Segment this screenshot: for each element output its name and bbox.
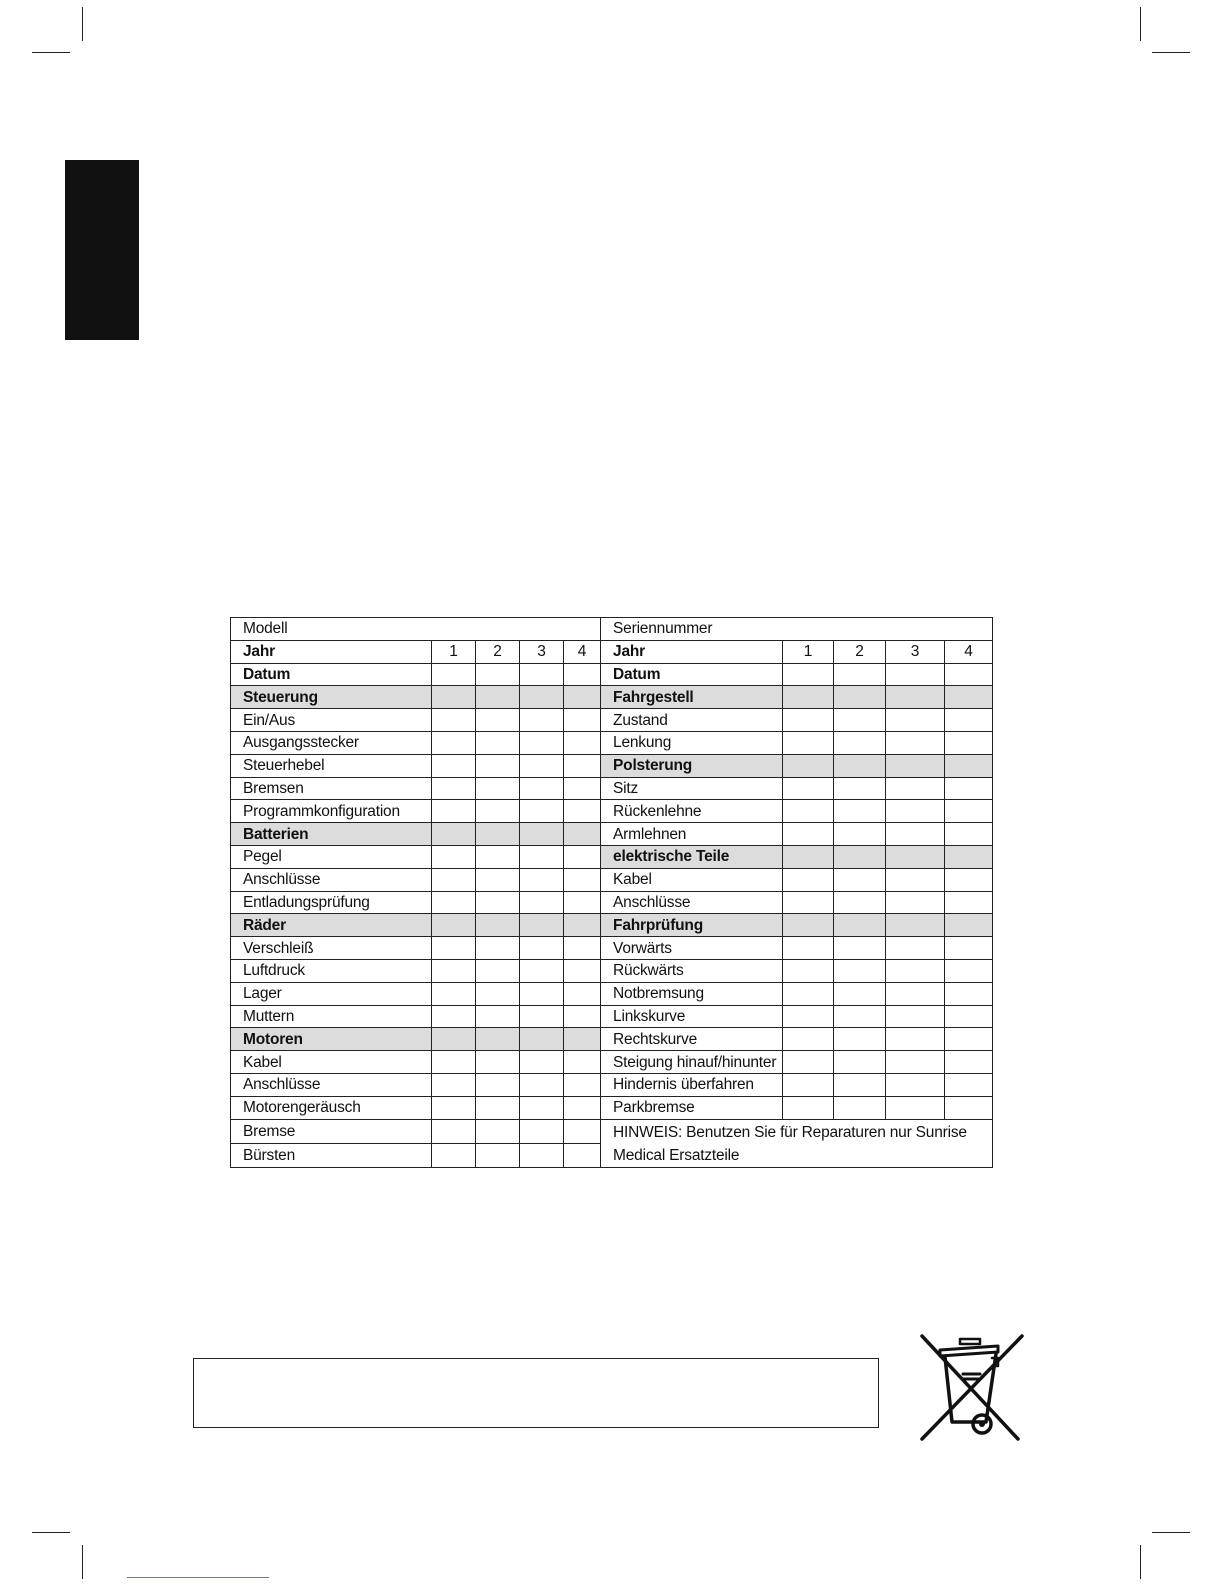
check-cell	[886, 709, 945, 732]
table-row	[231, 982, 993, 1005]
item-label: Notbremsung	[601, 982, 783, 1005]
check-cell	[432, 777, 476, 800]
check-cell	[834, 959, 886, 982]
check-cell	[564, 731, 601, 754]
check-cell	[520, 800, 564, 823]
check-cell	[945, 914, 993, 937]
check-cell	[520, 1051, 564, 1074]
check-cell	[564, 800, 601, 823]
crop-mark	[32, 1532, 70, 1533]
item-label: Armlehnen	[601, 823, 783, 846]
check-cell	[564, 754, 601, 777]
check-cell	[783, 777, 834, 800]
check-cell	[564, 686, 601, 709]
year-number: 2	[476, 640, 520, 663]
item-label: Entladungsprüfung	[231, 891, 432, 914]
crop-mark	[1140, 7, 1141, 41]
check-cell	[520, 754, 564, 777]
check-cell	[783, 754, 834, 777]
check-cell	[520, 1005, 564, 1028]
check-cell	[476, 982, 520, 1005]
check-cell	[783, 1051, 834, 1074]
check-cell	[886, 754, 945, 777]
check-cell	[432, 1073, 476, 1096]
crop-mark	[1152, 1532, 1190, 1533]
check-cell	[564, 777, 601, 800]
link-underline	[127, 1577, 269, 1578]
check-cell	[834, 891, 886, 914]
check-cell	[886, 891, 945, 914]
table-row	[231, 663, 993, 686]
check-cell	[783, 845, 834, 868]
year-number: 1	[783, 640, 834, 663]
table-row	[231, 823, 993, 846]
check-cell	[886, 845, 945, 868]
check-cell	[476, 731, 520, 754]
table-row	[231, 937, 993, 960]
check-cell	[432, 937, 476, 960]
check-cell	[520, 982, 564, 1005]
item-label: Vorwärts	[601, 937, 783, 960]
check-cell	[886, 823, 945, 846]
check-cell	[945, 731, 993, 754]
check-cell	[886, 982, 945, 1005]
check-cell	[476, 868, 520, 891]
empty-notice-box	[193, 1358, 879, 1428]
check-cell	[783, 800, 834, 823]
crop-mark	[1152, 52, 1190, 53]
table-row	[231, 1051, 993, 1074]
check-cell	[834, 845, 886, 868]
check-cell	[834, 1096, 886, 1119]
item-label: Hindernis überfahren	[601, 1073, 783, 1096]
check-cell	[945, 1051, 993, 1074]
check-cell	[520, 663, 564, 686]
check-cell	[520, 1073, 564, 1096]
check-cell	[886, 868, 945, 891]
table-row	[231, 800, 993, 823]
check-cell	[476, 1073, 520, 1096]
check-cell	[476, 823, 520, 846]
check-cell	[564, 709, 601, 732]
check-cell	[945, 754, 993, 777]
check-cell	[564, 1005, 601, 1028]
check-cell	[834, 663, 886, 686]
repair-note: HINWEIS: Benutzen Sie für Reparaturen nur Sunrise Medical Ersatzteile	[601, 1119, 993, 1167]
item-label: Pegel	[231, 845, 432, 868]
check-cell	[476, 1028, 520, 1051]
item-label: Parkbremse	[601, 1096, 783, 1119]
check-cell	[886, 959, 945, 982]
date-label: Datum	[231, 663, 432, 686]
table-row	[231, 1073, 993, 1096]
check-cell	[432, 1005, 476, 1028]
check-cell	[564, 937, 601, 960]
check-cell	[834, 868, 886, 891]
check-cell	[476, 1096, 520, 1119]
check-cell	[886, 937, 945, 960]
check-cell	[886, 914, 945, 937]
check-cell	[783, 982, 834, 1005]
check-cell	[783, 937, 834, 960]
table-row	[231, 1119, 993, 1143]
check-cell	[432, 686, 476, 709]
year-number: 1	[432, 640, 476, 663]
check-cell	[432, 868, 476, 891]
check-cell	[520, 868, 564, 891]
check-cell	[564, 914, 601, 937]
item-label: Linkskurve	[601, 1005, 783, 1028]
item-label: Bremsen	[231, 777, 432, 800]
table-row	[231, 845, 993, 868]
section-label: elektrische Teile	[601, 845, 783, 868]
table-row	[231, 891, 993, 914]
check-cell	[520, 1028, 564, 1051]
check-cell	[476, 937, 520, 960]
item-label: Kabel	[231, 1051, 432, 1074]
check-cell	[886, 1005, 945, 1028]
year-number: 3	[520, 640, 564, 663]
check-cell	[834, 709, 886, 732]
check-cell	[945, 1005, 993, 1028]
check-cell	[834, 686, 886, 709]
check-cell	[834, 777, 886, 800]
check-cell	[886, 1073, 945, 1096]
check-cell	[886, 663, 945, 686]
table-row	[231, 1028, 993, 1051]
check-cell	[564, 982, 601, 1005]
check-cell	[886, 1028, 945, 1051]
check-cell	[886, 1051, 945, 1074]
year-number: 2	[834, 640, 886, 663]
check-cell	[945, 709, 993, 732]
check-cell	[945, 868, 993, 891]
check-cell	[834, 914, 886, 937]
check-cell	[886, 777, 945, 800]
check-cell	[945, 823, 993, 846]
check-cell	[520, 845, 564, 868]
section-label: Räder	[231, 914, 432, 937]
crossed-out-wheelie-bin-icon	[916, 1330, 1028, 1442]
check-cell	[564, 1051, 601, 1074]
item-label: Rückwärts	[601, 959, 783, 982]
item-label: Bremse	[231, 1119, 432, 1143]
check-cell	[520, 914, 564, 937]
check-cell	[945, 777, 993, 800]
check-cell	[432, 914, 476, 937]
item-label: Rechtskurve	[601, 1028, 783, 1051]
check-cell	[783, 686, 834, 709]
check-cell	[945, 937, 993, 960]
year-number: 4	[945, 640, 993, 663]
check-cell	[432, 1028, 476, 1051]
check-cell	[834, 937, 886, 960]
check-cell	[520, 731, 564, 754]
table-row	[231, 959, 993, 982]
check-cell	[476, 777, 520, 800]
item-label: Luftdruck	[231, 959, 432, 982]
check-cell	[834, 823, 886, 846]
check-cell	[945, 845, 993, 868]
year-number: 4	[564, 640, 601, 663]
year-label: Jahr	[601, 640, 783, 663]
section-label: Fahrprüfung	[601, 914, 783, 937]
table-row	[231, 754, 993, 777]
check-cell	[945, 982, 993, 1005]
check-cell	[783, 1028, 834, 1051]
crop-mark	[82, 1545, 83, 1579]
check-cell	[432, 959, 476, 982]
model-label: Modell	[231, 618, 601, 641]
check-cell	[432, 1051, 476, 1074]
item-label: Muttern	[231, 1005, 432, 1028]
check-cell	[834, 754, 886, 777]
check-cell	[432, 982, 476, 1005]
date-label: Datum	[601, 663, 783, 686]
check-cell	[783, 959, 834, 982]
crop-mark	[1140, 1545, 1141, 1579]
item-label: Lenkung	[601, 731, 783, 754]
check-cell	[520, 777, 564, 800]
year-label: Jahr	[231, 640, 432, 663]
item-label: Anschlüsse	[601, 891, 783, 914]
check-cell	[783, 663, 834, 686]
check-cell	[520, 1119, 564, 1143]
check-cell	[564, 891, 601, 914]
item-label: Steuerhebel	[231, 754, 432, 777]
check-cell	[476, 686, 520, 709]
check-cell	[945, 1028, 993, 1051]
check-cell	[520, 823, 564, 846]
check-cell	[520, 937, 564, 960]
check-cell	[834, 800, 886, 823]
check-cell	[945, 1073, 993, 1096]
check-cell	[564, 845, 601, 868]
check-cell	[432, 709, 476, 732]
serial-number-label: Seriennummer	[601, 618, 993, 641]
item-label: Motorengeräusch	[231, 1096, 432, 1119]
check-cell	[945, 891, 993, 914]
item-label: Bürsten	[231, 1143, 432, 1167]
check-cell	[432, 1119, 476, 1143]
table-row	[231, 731, 993, 754]
check-cell	[783, 1096, 834, 1119]
check-cell	[834, 1051, 886, 1074]
check-cell	[564, 868, 601, 891]
check-cell	[520, 709, 564, 732]
check-cell	[520, 1143, 564, 1167]
item-label: Rückenlehne	[601, 800, 783, 823]
section-label: Steuerung	[231, 686, 432, 709]
item-label: Steigung hinauf/hinunter	[601, 1051, 783, 1074]
table-row	[231, 709, 993, 732]
check-cell	[945, 686, 993, 709]
table-row	[231, 686, 993, 709]
item-label: Ausgangsstecker	[231, 731, 432, 754]
crop-mark	[82, 7, 83, 41]
check-cell	[886, 731, 945, 754]
item-label: Lager	[231, 982, 432, 1005]
check-cell	[945, 1096, 993, 1119]
check-cell	[432, 731, 476, 754]
check-cell	[783, 823, 834, 846]
check-cell	[886, 800, 945, 823]
check-cell	[520, 959, 564, 982]
check-cell	[834, 1073, 886, 1096]
check-cell	[476, 800, 520, 823]
check-cell	[945, 959, 993, 982]
item-label: Sitz	[601, 777, 783, 800]
check-cell	[432, 891, 476, 914]
check-cell	[783, 891, 834, 914]
item-label: Kabel	[601, 868, 783, 891]
check-cell	[564, 1096, 601, 1119]
check-cell	[432, 845, 476, 868]
check-cell	[783, 914, 834, 937]
check-cell	[476, 1051, 520, 1074]
section-label: Motoren	[231, 1028, 432, 1051]
check-cell	[945, 663, 993, 686]
table-row	[231, 1005, 993, 1028]
item-label: Programmkonfiguration	[231, 800, 432, 823]
check-cell	[783, 709, 834, 732]
check-cell	[564, 1143, 601, 1167]
table-row	[231, 1096, 993, 1119]
check-cell	[783, 731, 834, 754]
check-cell	[564, 959, 601, 982]
check-cell	[432, 663, 476, 686]
check-cell	[432, 754, 476, 777]
check-cell	[476, 709, 520, 732]
table-row	[231, 914, 993, 937]
check-cell	[520, 891, 564, 914]
year-number: 3	[886, 640, 945, 663]
check-cell	[432, 1096, 476, 1119]
check-cell	[834, 731, 886, 754]
check-cell	[432, 823, 476, 846]
section-label: Batterien	[231, 823, 432, 846]
item-label: Verschleiß	[231, 937, 432, 960]
check-cell	[783, 1005, 834, 1028]
language-tab-marker	[65, 160, 139, 340]
table-row	[231, 868, 993, 891]
check-cell	[476, 663, 520, 686]
check-cell	[564, 1073, 601, 1096]
maintenance-log-table	[230, 617, 993, 1168]
check-cell	[886, 1096, 945, 1119]
check-cell	[476, 845, 520, 868]
check-cell	[476, 754, 520, 777]
check-cell	[432, 800, 476, 823]
check-cell	[476, 1005, 520, 1028]
check-cell	[564, 1119, 601, 1143]
item-label: Ein/Aus	[231, 709, 432, 732]
check-cell	[564, 823, 601, 846]
check-cell	[476, 1119, 520, 1143]
check-cell	[783, 868, 834, 891]
table-row	[231, 640, 993, 663]
crop-mark	[32, 52, 70, 53]
check-cell	[476, 914, 520, 937]
check-cell	[834, 1005, 886, 1028]
check-cell	[945, 800, 993, 823]
table-row	[231, 618, 993, 641]
check-cell	[886, 686, 945, 709]
check-cell	[834, 982, 886, 1005]
item-label: Anschlüsse	[231, 868, 432, 891]
check-cell	[432, 1143, 476, 1167]
check-cell	[783, 1073, 834, 1096]
check-cell	[564, 663, 601, 686]
section-label: Polsterung	[601, 754, 783, 777]
check-cell	[520, 686, 564, 709]
check-cell	[476, 959, 520, 982]
section-label: Fahrgestell	[601, 686, 783, 709]
item-label: Zustand	[601, 709, 783, 732]
check-cell	[476, 891, 520, 914]
check-cell	[476, 1143, 520, 1167]
item-label: Anschlüsse	[231, 1073, 432, 1096]
check-cell	[564, 1028, 601, 1051]
check-cell	[520, 1096, 564, 1119]
table-row	[231, 777, 993, 800]
check-cell	[834, 1028, 886, 1051]
